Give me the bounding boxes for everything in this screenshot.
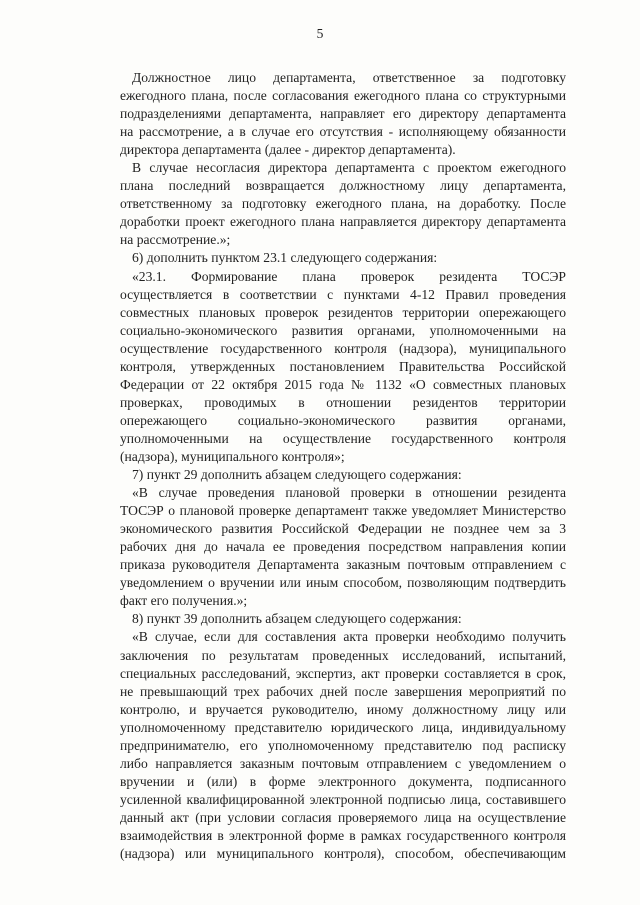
text-line: ТОСЭР о плановой проверке департамент также уведомляет Министерство — [120, 503, 566, 519]
text-line: рабочих дня до начала ее проведения посредством направления копии — [120, 539, 566, 555]
text-line: уполномоченными на осуществление государственного контроля — [120, 430, 566, 446]
text-line: осуществление государственного контроля (надзора), муниципального — [120, 340, 566, 356]
text-line: (надзора) или муниципального контроля), способом, обеспечивающим — [120, 846, 566, 862]
text-line: ежегодного плана, после согласования ежегодного плана со структурными — [120, 88, 566, 104]
document-body — [120, 69, 566, 863]
text-line: контролю, и вручается руководителю, иному должностному лицу или — [120, 701, 566, 717]
text-line: факт его получения.»; — [120, 593, 248, 609]
text-line: «23.1. Формирование плана проверок резидента ТОСЭР — [132, 268, 566, 284]
text-line: уведомлением о вручении или иным способом, позволяющим подтвердить — [120, 575, 566, 591]
text-line: социально-экономического развития органами, уполномоченными на — [120, 322, 566, 338]
text-line: предпринимателю, его уполномоченному представителю под расписку — [120, 737, 566, 753]
text-line: «В случае проведения плановой проверки в отношении резидента — [132, 485, 566, 501]
text-line: (надзора), муниципального контроля»; — [120, 448, 345, 464]
text-line: плана последний возвращается должностному лицу департамента, — [120, 178, 566, 194]
text-line: не превышающий трех рабочих дней после завершения мероприятий по — [120, 683, 566, 699]
text-line: Федерации от 22 октября 2015 года № 1132 «О совместных плановых — [120, 376, 566, 392]
text-line: на рассмотрение.»; — [120, 232, 231, 248]
text-line: Должностное лицо департамента, ответственное за подготовку — [132, 70, 566, 85]
text-line: директора департамента (далее - директор департамента). — [120, 142, 456, 158]
text-line: данный акт (при условии согласия проверяемого лица на осуществление — [120, 809, 566, 825]
text-line: ответственному за подготовку ежегодного плана, на доработку. После — [120, 196, 566, 212]
text-line: совместных плановых проверок резидентов территории опережающего — [120, 304, 566, 320]
text-line: доработки проект ежегодного плана направляется директору департамента — [120, 214, 566, 230]
text-line: уполномоченному представителю юридического лица, индивидуальному — [120, 719, 566, 735]
text-line: В случае несогласия директора департамента с проектом ежегодного — [132, 160, 566, 176]
text-line: опережающего социально-экономического развития органами, — [120, 412, 566, 428]
text-line: подразделениями департамента, направляет его директору департамента — [120, 106, 566, 122]
text-line: 7) пункт 29 дополнить абзацем следующего содержания: — [132, 467, 462, 483]
text-line: «В случае, если для составления акта проверки необходимо получить — [132, 629, 566, 645]
text-line: контроля, утвержденных постановлением Правительства Российской — [120, 358, 566, 374]
text-line: проверках, проводимых в отношении резидентов территории — [120, 394, 566, 410]
text-line: приказа руководителя Департамента заказным почтовым отправлением с — [120, 557, 566, 573]
text-line: взаимодействия в электронной форме в рамках государственного контроля — [120, 827, 566, 843]
text-line: экономического развития Российской Федерации не позднее чем за 3 — [120, 521, 566, 537]
page-number: 5 — [316, 26, 324, 41]
text-line: 6) дополнить пунктом 23.1 следующего содержания: — [132, 250, 438, 266]
text-line: 8) пункт 39 дополнить абзацем следующего содержания: — [132, 611, 462, 627]
text-line: осуществляется в соответствии с пунктами 4-12 Правил проведения — [120, 286, 566, 302]
text-line: заключения по результатам проведенных исследований, испытаний, — [120, 647, 566, 663]
text-line: либо направляется заказным почтовым отправлением с уведомлением о — [120, 755, 566, 771]
text-line: усиленной квалифицированной электронной подписью лица, составившего — [120, 791, 566, 807]
text-line: на рассмотрение, а в случае его отсутствия - исполняющему обязанности — [120, 124, 566, 140]
text-line: специальных расследований, экспертиз, акт проверки составляется в срок, — [120, 665, 566, 681]
text-line: вручении и (или) в форме электронного документа, подписанного — [120, 773, 566, 789]
